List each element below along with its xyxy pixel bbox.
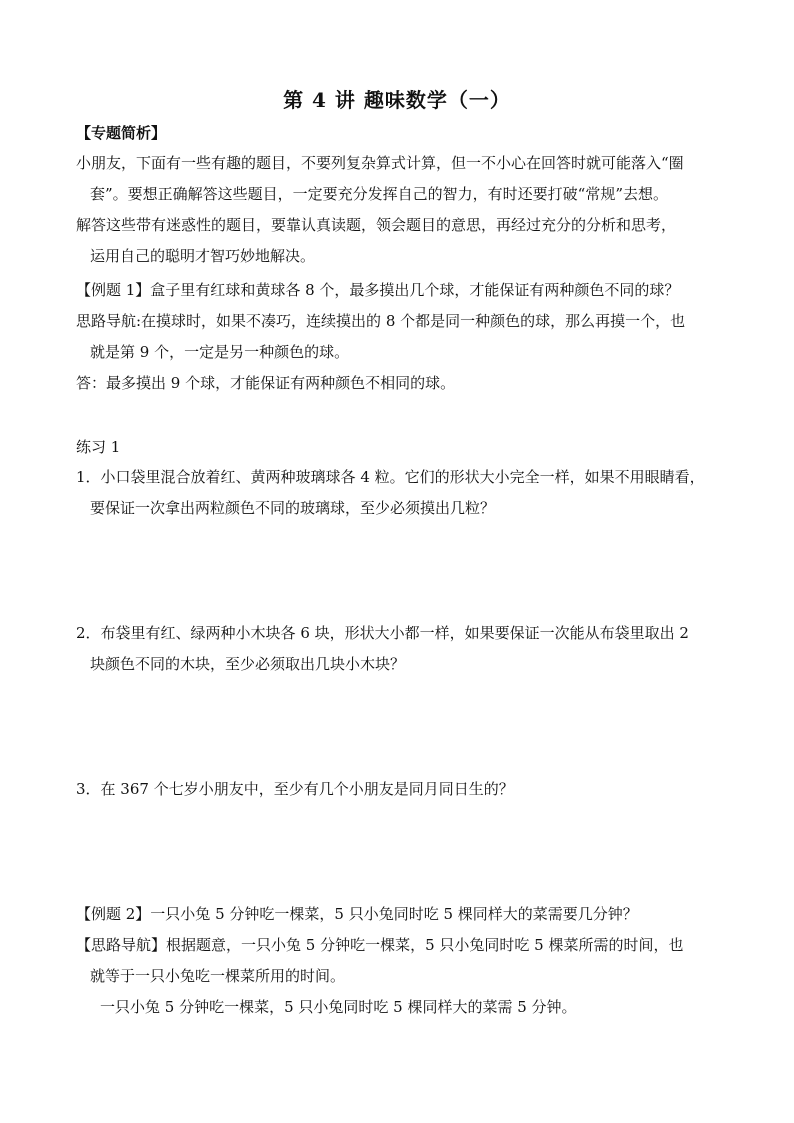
practice-q1-line-2: 要保证一次拿出两粒颜色不同的玻璃球，至少必须摸出几粒？	[90, 499, 496, 517]
example1-hint-line-2: 就是第 9 个，一定是另一种颜色的球。	[90, 343, 350, 361]
intro-line-4: 运用自己的聪明才智巧妙地解决。	[90, 247, 316, 265]
example1-hint-line-1: 思路导航:在摸球时，如果不凑巧，连续摸出的 8 个都是同一种颜色的球，那么再摸一个，也	[76, 312, 686, 330]
example2-hint-line-2: 就等于一只小兔吃一棵菜所用的时间。	[90, 967, 346, 985]
intro-line-3: 解答这些带有迷惑性的题目，要靠认真读题，领会题目的意思，再经过充分的分析和思考，	[76, 216, 677, 234]
practice-q1-line-1: 1．小口袋里混合放着红、黄两种玻璃球各 4 粒。它们的形状大小完全一样，如果不用眼睛看，	[76, 468, 705, 486]
example1-answer: 答：最多摸出 9 个球，才能保证有两种颜色不相同的球。	[76, 374, 456, 392]
practice-q3: 3．在 367 个七岁小朋友中，至少有几个小朋友是同月同日生的？	[76, 780, 514, 798]
intro-line-2: 套”。要想正确解答这些题目，一定要充分发挥自己的智力，有时还要打破“常规”去想。	[90, 185, 669, 203]
example1-question: 【例题 1】盒子里有红球和黄球各 8 个，最多摸出几个球，才能保证有两种颜色不同的球？	[76, 281, 680, 299]
example2-question: 【例题 2】一只小兔 5 分钟吃一棵菜，5 只小兔同时吃 5 棵同样大的菜需要几分钟？	[76, 905, 638, 923]
intro-line-1: 小朋友，下面有一些有趣的题目，不要列复杂算式计算，但一不小心在回答时就可能落入“圈	[76, 154, 684, 172]
practice-heading: 练习 1	[76, 438, 121, 456]
section-heading: 【专题简析】	[76, 124, 167, 142]
example2-hint-line-1: 【思路导航】根据题意，一只小兔 5 分钟吃一棵菜，5 只小兔同时吃 5 棵菜所需的时间，也	[76, 936, 684, 954]
practice-q2-line-1: 2．布袋里有红、绿两种小木块各 6 块，形状大小都一样，如果要保证一次能从布袋里取出 2	[76, 624, 689, 642]
page-title: 第 4 讲 趣味数学（一）	[283, 88, 511, 112]
practice-q2-line-2: 块颜色不同的木块，至少必须取出几块小木块？	[90, 655, 406, 673]
example2-conclusion: 一只小兔 5 分钟吃一棵菜，5 只小兔同时吃 5 棵同样大的菜需 5 分钟。	[100, 998, 577, 1016]
